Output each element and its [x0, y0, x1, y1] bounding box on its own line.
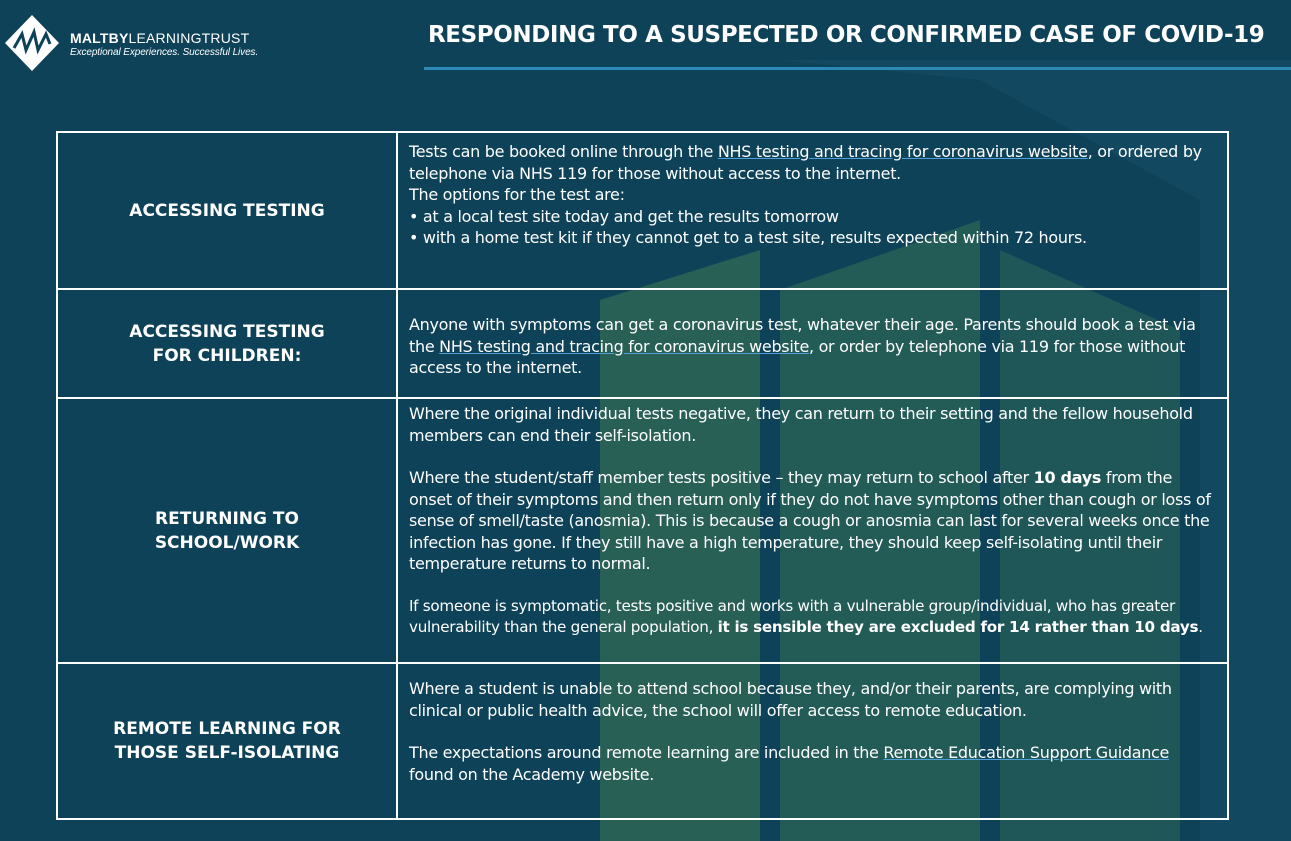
- row-label: ACCESSING TESTING: [57, 132, 397, 289]
- row-content: [397, 289, 1228, 398]
- brand-tagline: Exceptional Experiences. Successful Lives.: [70, 47, 259, 58]
- row-content: [397, 132, 1228, 289]
- covid-response-table: [56, 131, 1229, 820]
- remote-education-guidance-link[interactable]: Remote Education Support Guidance: [883, 743, 1170, 762]
- row-content: [397, 398, 1228, 663]
- row-label: RETURNING TO SCHOOL/WORK: [57, 398, 397, 663]
- paragraph: Anyone with symptoms can get a coronavirus test, whatever their age. Parents should book a test via the NHS testing and tracing for coronavirus website, or order by telephone via 119 for those without access to the internet.: [409, 315, 1196, 377]
- row-label: REMOTE LEARNING FOR THOSE SELF-ISOLATING: [57, 663, 397, 819]
- brand-name: MALTBYLEARNINGTRUST: [70, 30, 250, 46]
- paragraph: If someone is symptomatic, tests positive and works with a vulnerable group/individual, who has greater vulnerability than the general population, it is sensible they are excluded for 14 rather than 10 days.: [409, 596, 1203, 636]
- row-content: [397, 663, 1228, 819]
- list-item: • with a home test kit if they cannot get to a test site, results expected within 72 hours.: [409, 228, 1087, 247]
- paragraph: Tests can be booked online through the NHS testing and tracing for coronavirus website, or ordered by telephone via NHS 119 for those without access to the internet.: [409, 142, 1202, 183]
- page-title: RESPONDING TO A SUSPECTED OR CONFIRMED CASE OF COVID-19: [428, 22, 1265, 48]
- table-row-accessing-testing: [57, 132, 1228, 289]
- title-underline: [424, 67, 1291, 70]
- paragraph: Where the student/staff member tests positive – they may return to school after 10 days from the onset of their symptoms and then return only if they do not have symptoms other than cough or loss of sense of smell/taste (anosmia). This is because a cough or anosmia can last for several weeks once the infection has gone. If they still have a high temperature, they should keep self-isolating until their temperature returns to normal.: [409, 468, 1211, 573]
- paragraph: The options for the test are:: [409, 185, 625, 204]
- maltby-logo-icon: [4, 14, 60, 72]
- paragraph: Where the original individual tests negative, they can return to their setting and the fellow household members can end their self-isolation.: [409, 404, 1193, 445]
- nhs-testing-link[interactable]: NHS testing and tracing for coronavirus website: [717, 142, 1088, 161]
- table-row-remote-learning: [57, 663, 1228, 819]
- table-row-testing-children: [57, 289, 1228, 398]
- list-item: • at a local test site today and get the results tomorrow: [409, 206, 839, 226]
- table-row-returning: [57, 398, 1228, 663]
- row-label: ACCESSING TESTING FOR CHILDREN:: [57, 289, 397, 398]
- paragraph: Where a student is unable to attend school because they, and/or their parents, are complying with clinical or public health advice, the school will offer access to remote education.: [409, 679, 1172, 720]
- nhs-testing-link[interactable]: NHS testing and tracing for coronavirus website: [439, 336, 809, 356]
- header: [0, 0, 1291, 80]
- paragraph: The expectations around remote learning are included in the Remote Education Support Guidance found on the Academy website.: [409, 743, 1170, 784]
